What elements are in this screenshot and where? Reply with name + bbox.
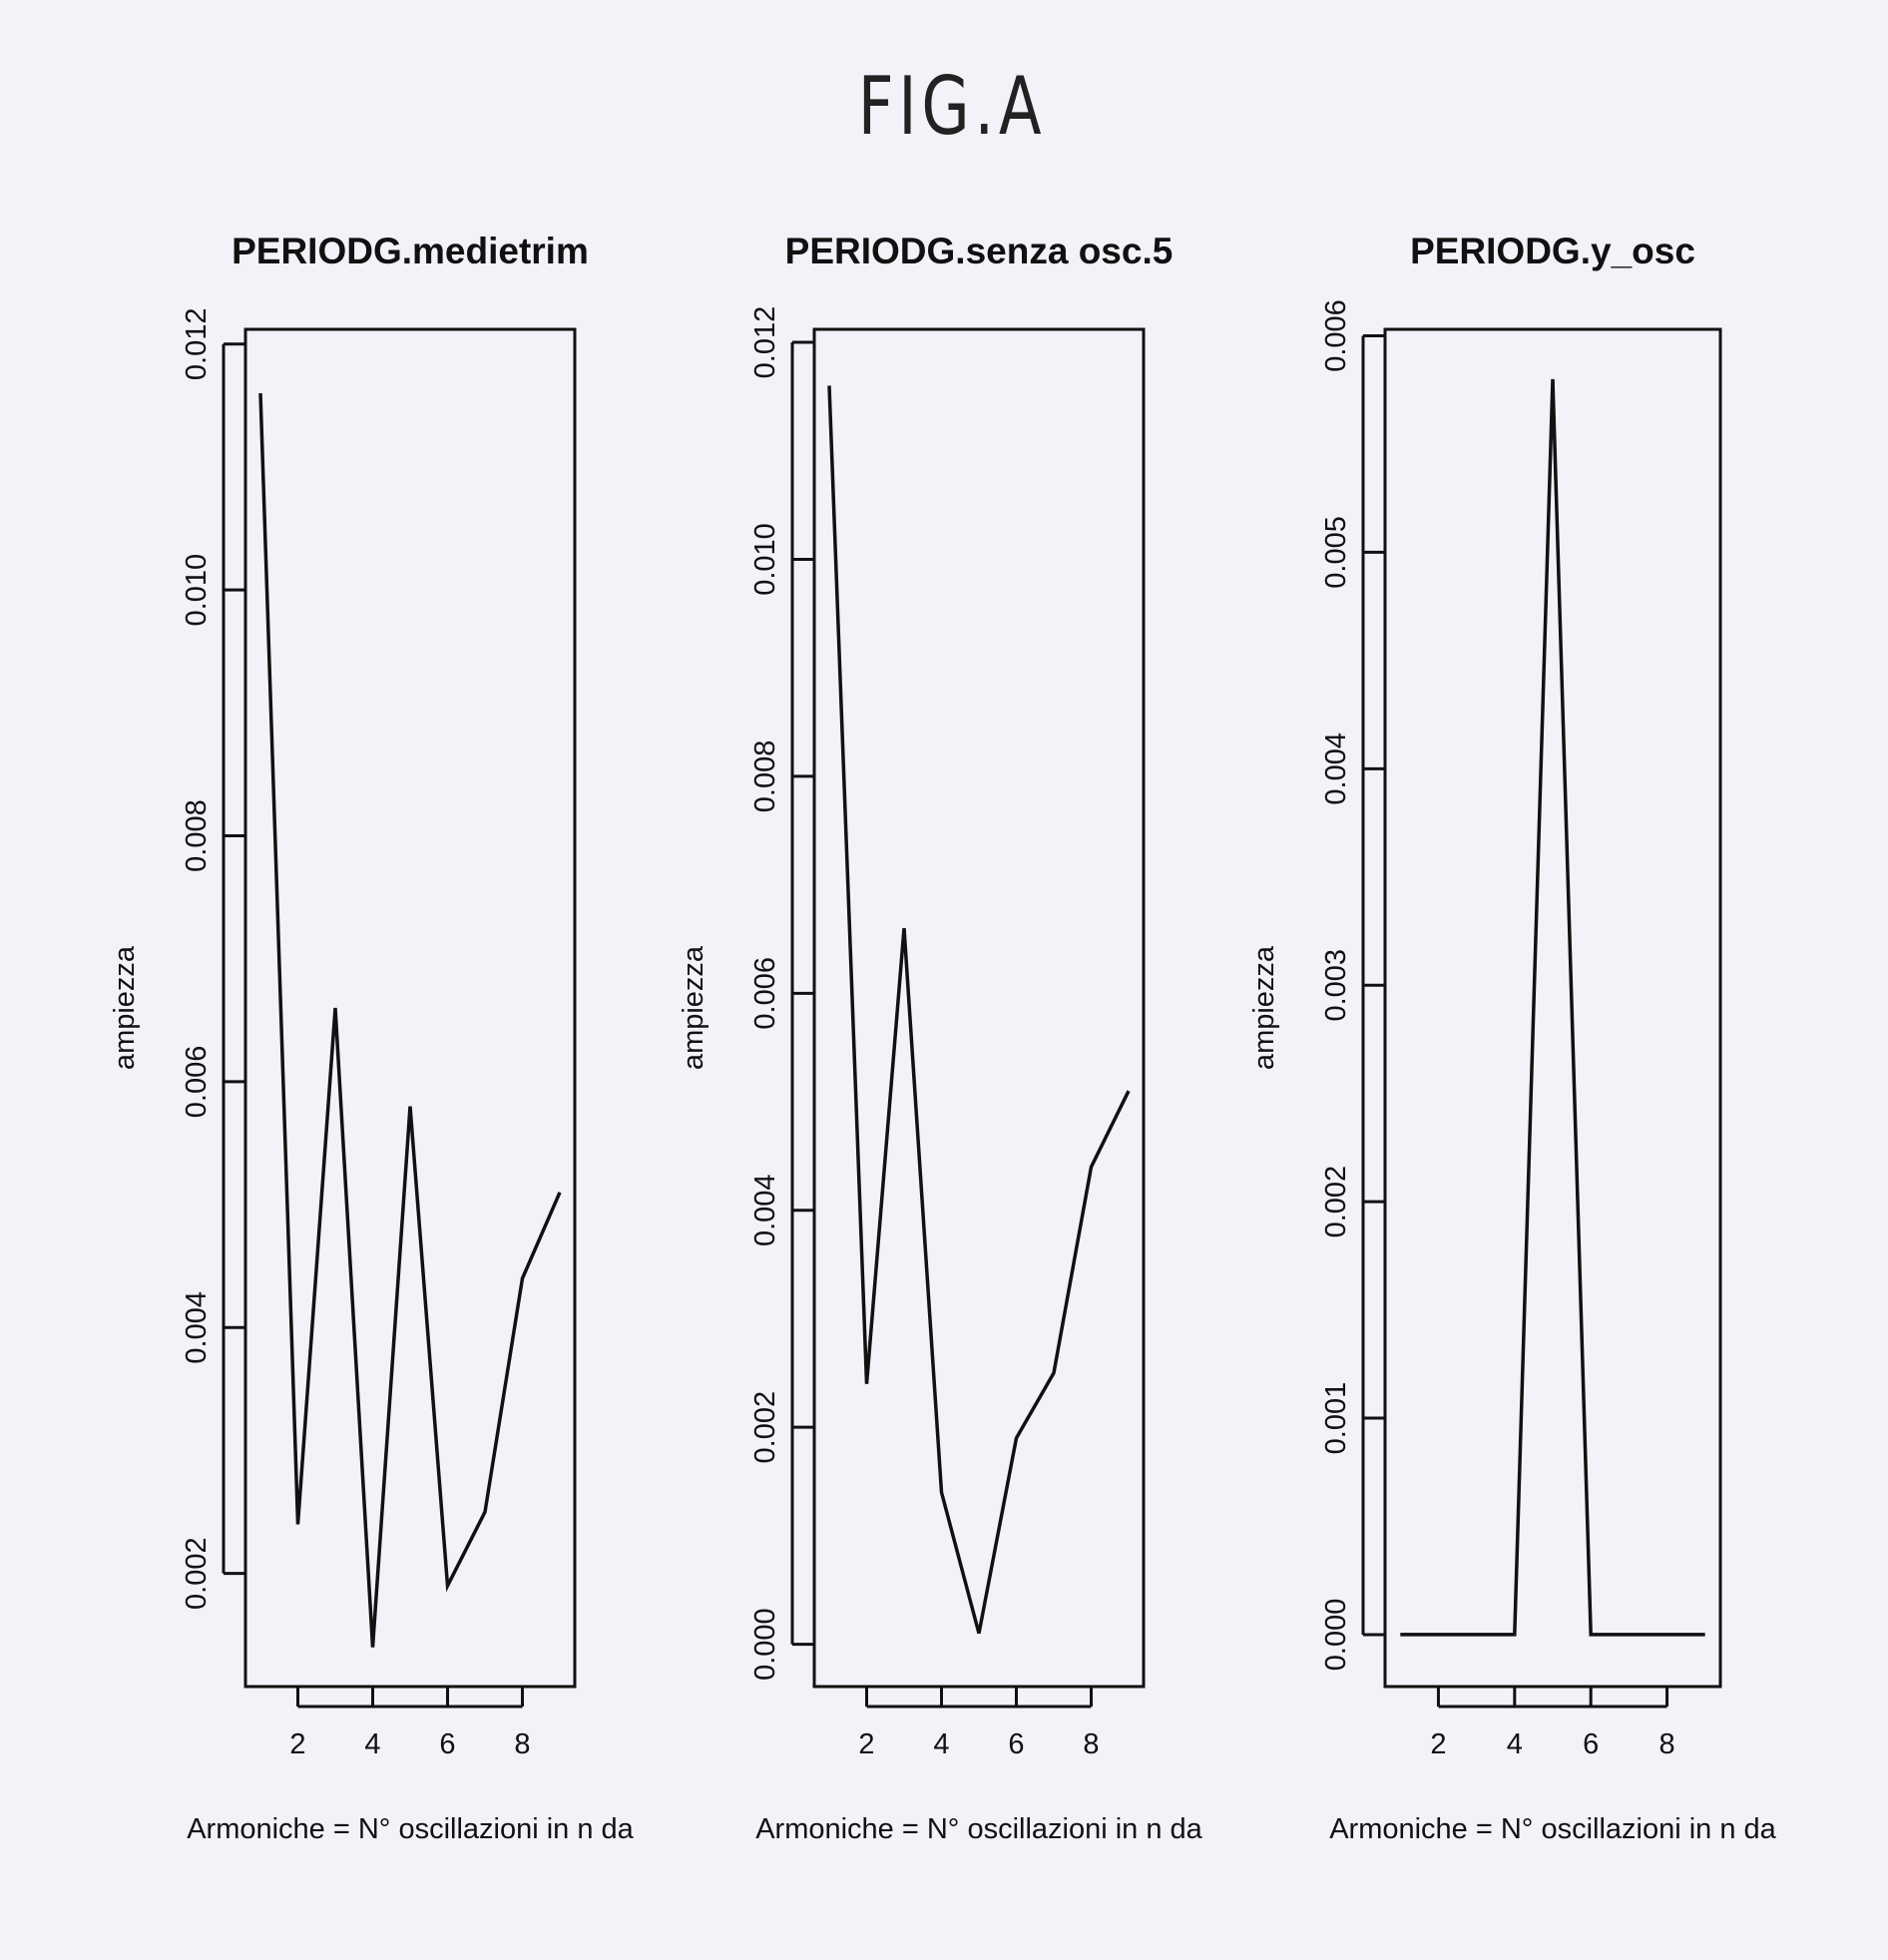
x-tick-label: 4: [364, 1728, 381, 1760]
y-tick-label: 0.000: [1320, 1598, 1352, 1672]
y-tick-label: 0.008: [749, 739, 781, 813]
y-tick-label: 0.012: [749, 305, 781, 379]
y-tick-label: 0.005: [1320, 516, 1352, 589]
y-tick-label: 0.004: [1320, 733, 1352, 805]
chart-panel-3: [1248, 231, 1777, 1845]
chart-title: PERIODG.senza osc.5: [784, 231, 1174, 271]
x-tick-label: 8: [1083, 1728, 1100, 1760]
y-tick-label: 0.002: [181, 1537, 213, 1610]
x-tick-label: 4: [1506, 1728, 1523, 1760]
y-tick-label: 0.006: [181, 1045, 213, 1119]
x-tick-label: 6: [1008, 1728, 1025, 1760]
y-tick-label: 0.006: [1320, 299, 1352, 372]
x-axis-label: Armoniche = N° oscillazioni in n da: [1329, 1813, 1776, 1845]
chart-title: PERIODG.y_osc: [1410, 231, 1695, 271]
plot-frame: [1385, 329, 1720, 1687]
y-tick-label: 0.006: [749, 957, 781, 1030]
y-axis-label: ampiezza: [678, 945, 709, 1071]
x-tick-label: 6: [1583, 1728, 1600, 1760]
chart-panel-2: [678, 231, 1203, 1845]
y-tick-label: 0.002: [749, 1390, 781, 1464]
plot-frame: [814, 329, 1144, 1687]
x-tick-label: 8: [1658, 1728, 1675, 1760]
x-axis-label: Armoniche = N° oscillazioni in n da: [187, 1813, 634, 1845]
figure-label: FIG.A: [857, 60, 1047, 153]
x-tick-label: 4: [933, 1728, 950, 1760]
series-line: [1400, 379, 1704, 1635]
y-tick-label: 0.004: [181, 1291, 213, 1364]
y-tick-label: 0.008: [181, 799, 213, 872]
x-tick-label: 6: [439, 1728, 456, 1760]
chart-panel-1: [109, 231, 635, 1845]
y-axis-label: ampiezza: [109, 945, 141, 1071]
series-line: [829, 386, 1129, 1634]
y-tick-label: 0.004: [749, 1174, 781, 1247]
x-tick-label: 2: [858, 1728, 875, 1760]
y-tick-label: 0.001: [1320, 1381, 1352, 1455]
x-tick-label: 2: [289, 1728, 306, 1760]
y-tick-label: 0.003: [1320, 948, 1352, 1022]
y-axis-label: ampiezza: [1248, 945, 1280, 1071]
x-axis-label: Armoniche = N° oscillazioni in n da: [755, 1813, 1202, 1845]
y-tick-label: 0.010: [181, 553, 213, 627]
x-tick-label: 2: [1430, 1728, 1447, 1760]
y-tick-label: 0.012: [181, 307, 213, 381]
chart-title: PERIODG.medietrim: [232, 231, 589, 271]
series-line: [260, 393, 560, 1648]
y-tick-label: 0.002: [1320, 1165, 1352, 1238]
y-tick-label: 0.010: [749, 523, 781, 596]
x-tick-label: 8: [514, 1728, 531, 1760]
y-tick-label: 0.000: [749, 1608, 781, 1681]
